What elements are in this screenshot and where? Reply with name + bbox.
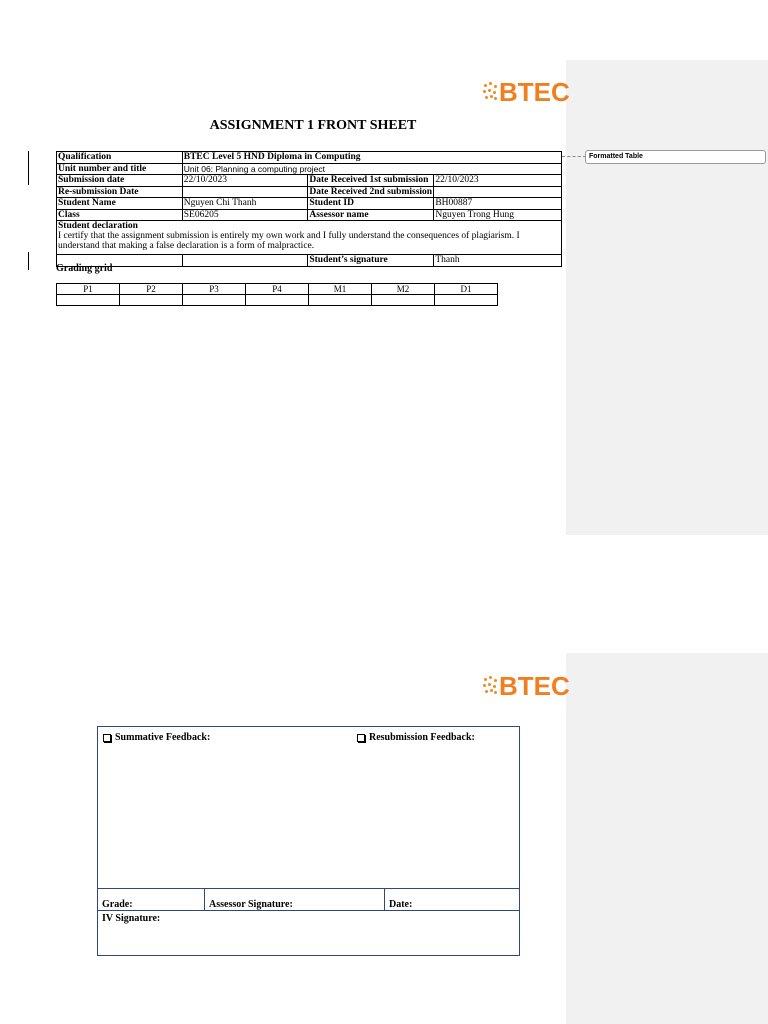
assessor-name-label: Assessor name — [308, 209, 434, 221]
logo-dots-icon — [482, 675, 498, 697]
declaration-heading: Student declaration — [58, 221, 138, 231]
unit-value[interactable]: Unit 06: Planning a computing project — [182, 163, 561, 175]
submission-date-value[interactable]: 22/10/2023 — [182, 175, 308, 187]
feedback-box — [97, 726, 520, 956]
btec-logo — [482, 77, 570, 107]
qualification-label: Qualification — [57, 152, 183, 164]
qualification-value[interactable]: BTEC Level 5 HND Diploma in Computing — [182, 152, 561, 164]
table-row — [57, 284, 498, 295]
summative-feedback-option[interactable] — [103, 732, 210, 743]
grade-header: D1 — [435, 284, 498, 295]
grade-header: M1 — [309, 284, 372, 295]
grade-cell[interactable] — [57, 295, 120, 306]
assessor-name-value[interactable]: Nguyen Trong Hung — [434, 209, 562, 221]
resubmission-feedback-option[interactable] — [357, 732, 475, 743]
grade-cell[interactable] — [309, 295, 372, 306]
submission-date-label: Submission date — [57, 175, 183, 187]
resubmission-feedback-label: Resubmission Feedback: — [369, 732, 475, 743]
unit-label: Unit number and title — [57, 163, 183, 175]
received-2nd-value[interactable] — [434, 186, 562, 198]
student-id-label: Student ID — [308, 198, 434, 210]
front-sheet-table — [56, 151, 562, 267]
comment-balloon[interactable]: Formatted Table — [585, 150, 766, 164]
page-title: ASSIGNMENT 1 FRONT SHEET — [209, 118, 417, 133]
signature-value[interactable]: Thanh — [434, 255, 562, 267]
comment-connector — [562, 156, 586, 157]
grade-header: M2 — [372, 284, 435, 295]
grade-header: P1 — [57, 284, 120, 295]
resubmission-date-label: Re-submission Date — [57, 186, 183, 198]
student-name-label: Student Name — [57, 198, 183, 210]
feedback-area[interactable] — [98, 727, 519, 889]
table-row — [57, 209, 562, 221]
feedback-signoff-row — [98, 889, 519, 911]
student-declaration — [57, 221, 562, 255]
table-row — [57, 198, 562, 210]
table-row — [57, 152, 562, 164]
assessor-signature-field[interactable] — [204, 889, 384, 911]
comment-pane — [566, 653, 768, 1024]
grade-header: P3 — [183, 284, 246, 295]
iv-signature-label: IV Signature: — [102, 913, 161, 924]
logo-text: BTEC — [499, 670, 570, 701]
empty-cell — [182, 255, 308, 267]
received-2nd-label: Date Received 2nd submission — [309, 186, 433, 197]
received-1st-label: Date Received 1st submission — [308, 175, 434, 187]
signature-label: Student’s signature — [308, 255, 434, 267]
table-row — [57, 295, 498, 306]
change-bar — [28, 151, 29, 185]
received-1st-value[interactable]: 22/10/2023 — [434, 175, 562, 187]
table-row — [57, 175, 562, 187]
student-id-value[interactable]: BH00887 — [434, 198, 562, 210]
class-label: Class — [57, 209, 183, 221]
resubmission-date-value[interactable] — [182, 186, 308, 198]
grade-header: P4 — [246, 284, 309, 295]
date-label: Date: — [389, 899, 413, 910]
iv-signature-field[interactable] — [102, 913, 160, 924]
summative-feedback-label: Summative Feedback: — [115, 732, 211, 743]
change-bar — [28, 252, 29, 270]
date-field[interactable] — [384, 889, 519, 911]
grade-label: Grade: — [102, 899, 133, 910]
grading-grid — [56, 283, 498, 306]
checkbox-icon[interactable] — [103, 734, 111, 742]
logo-dots-icon — [482, 81, 498, 103]
grading-grid-label: Grading grid — [56, 263, 113, 274]
grade-cell[interactable] — [435, 295, 498, 306]
assessor-signature-label: Assessor Signature: — [209, 899, 293, 910]
grade-cell[interactable] — [246, 295, 309, 306]
checkbox-icon[interactable] — [357, 734, 365, 742]
grade-cell[interactable] — [120, 295, 183, 306]
declaration-text: I certify that the assignment submission is entirely my own work and I fully understand the consequences of plagiarism. I understand that making a false declaration is a form of malpractice. — [58, 231, 520, 251]
student-name-value[interactable]: Nguyen Chi Thanh — [182, 198, 308, 210]
comment-pane — [566, 60, 768, 535]
btec-logo — [482, 671, 570, 701]
grade-header: P2 — [120, 284, 183, 295]
grade-field[interactable] — [98, 889, 204, 911]
table-row — [57, 163, 562, 175]
table-row — [57, 186, 562, 198]
grade-cell[interactable] — [183, 295, 246, 306]
table-row — [57, 255, 562, 267]
logo-text: BTEC — [499, 76, 570, 107]
class-value[interactable]: SE06205 — [182, 209, 308, 221]
grade-cell[interactable] — [372, 295, 435, 306]
table-row — [57, 221, 562, 255]
